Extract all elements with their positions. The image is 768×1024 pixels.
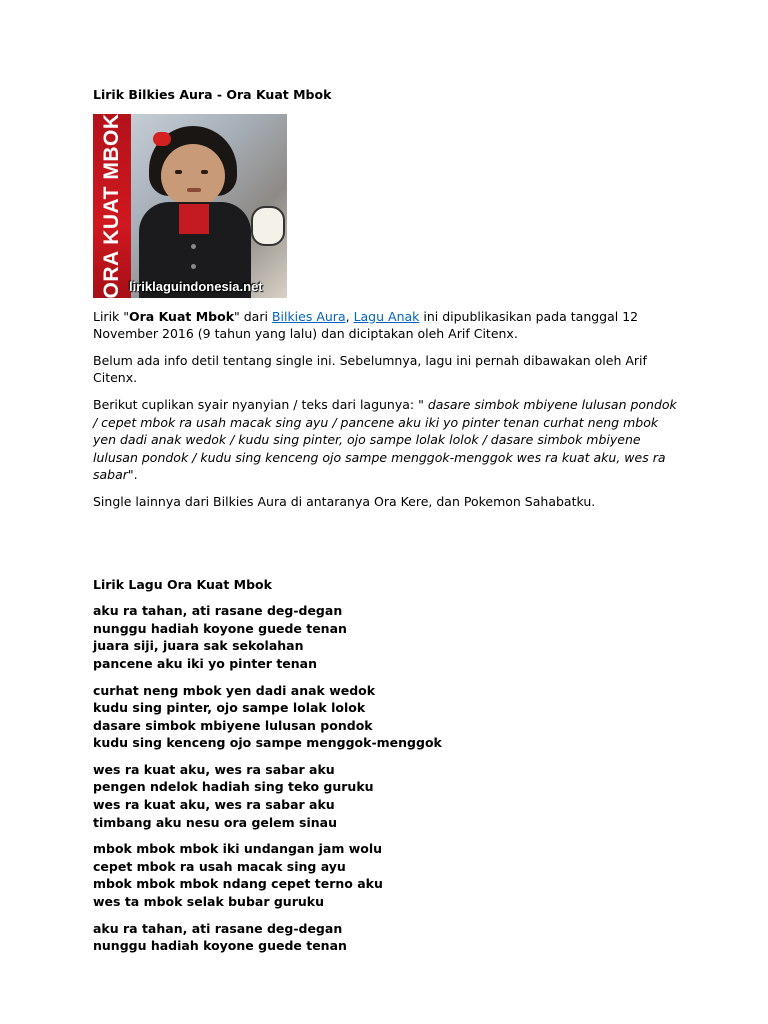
intro-text-2: " dari bbox=[234, 308, 272, 324]
other-singles-paragraph: Single lainnya dari Bilkies Aura di antaranya Ora Kere, dan Pokemon Sahabatku. bbox=[93, 493, 596, 509]
cover-watermark: liriklaguindonesia.net bbox=[129, 279, 263, 294]
lyric-line: juara siji, juara sak sekolahan bbox=[93, 638, 304, 654]
artist-link[interactable]: Bilkies Aura bbox=[271, 308, 346, 324]
lyric-line: wes ta mbok selak bubar guruku bbox=[93, 894, 324, 910]
document-page bbox=[93, 86, 683, 964]
lyrics-stanza bbox=[93, 602, 683, 672]
intro-text-1: Lirik " bbox=[93, 308, 130, 324]
intro-paragraph bbox=[93, 308, 683, 343]
lyric-line: wes ra kuat aku, wes ra sabar aku bbox=[93, 761, 335, 777]
lyric-line: mbok mbok mbok ndang cepet terno aku bbox=[93, 876, 383, 892]
spacer bbox=[93, 520, 683, 576]
excerpt-text: dasare simbok mbiyene lulusan pondok / cepet mbok ra usah macak sing ayu / pancene aku iki yo pinter tenan curhat neng mbok yen dadi anak wedok / kudu sing pinter, ojo sampe lolak lolok / dasare simbok mbiyene lulusan pondok / kudu sing kenceng ojo sampe menggok-menggok wes ra kuat aku, wes ra sabar bbox=[93, 396, 677, 483]
cover-mouth bbox=[187, 188, 201, 192]
cover-eye-right bbox=[201, 170, 208, 174]
lyric-line: aku ra tahan, ati rasane deg-degan bbox=[93, 603, 343, 619]
lyrics-stanza bbox=[93, 682, 683, 752]
cover-button bbox=[191, 264, 196, 269]
intro-text-4: ini dipublikasikan pada tanggal 12 November 2016 (9 tahun yang lalu) dan diciptakan oleh Arif Citenx. bbox=[93, 308, 639, 342]
cover-collar bbox=[179, 204, 209, 234]
lyric-line: aku ra tahan, ati rasane deg-degan bbox=[93, 920, 343, 936]
album-cover-image bbox=[93, 114, 287, 298]
lyrics-stanza bbox=[93, 840, 683, 910]
cover-button bbox=[191, 244, 196, 249]
lyric-line: timbang aku nesu ora gelem sinau bbox=[93, 814, 337, 830]
cover-bow bbox=[153, 132, 171, 146]
lyric-line: kudu sing kenceng ojo sampe menggok-menggok bbox=[93, 735, 442, 751]
lyric-line: pancene aku iki yo pinter tenan bbox=[93, 655, 318, 671]
cover-side-text: ORA KUAT MBOK bbox=[100, 113, 124, 298]
lyric-line: pengen ndelok hadiah sing teko guruku bbox=[93, 779, 374, 795]
page-title: Lirik Bilkies Aura - Ora Kuat Mbok bbox=[93, 87, 332, 102]
lyric-line: dasare simbok mbiyene lulusan pondok bbox=[93, 717, 373, 733]
lyrics-container bbox=[93, 602, 683, 955]
song-title: Ora Kuat Mbok bbox=[129, 308, 235, 324]
info-paragraph: Belum ada info detil tentang single ini. Sebelumnya, lagu ini pernah dibawakan oleh Arif Citenx. bbox=[93, 352, 647, 386]
cover-toy bbox=[251, 206, 285, 246]
cover-red-band bbox=[93, 114, 131, 298]
excerpt-paragraph bbox=[93, 396, 683, 484]
lyrics-heading: Lirik Lagu Ora Kuat Mbok bbox=[93, 576, 272, 592]
excerpt-close: ". bbox=[127, 467, 138, 483]
intro-text-3: , bbox=[345, 308, 354, 324]
lyric-line: nunggu hadiah koyone guede tenan bbox=[93, 938, 347, 954]
lyric-line: wes ra kuat aku, wes ra sabar aku bbox=[93, 797, 335, 813]
cover-eye-left bbox=[175, 170, 182, 174]
lyric-line: cepet mbok ra usah macak sing ayu bbox=[93, 858, 346, 874]
lyric-line: curhat neng mbok yen dadi anak wedok bbox=[93, 682, 376, 698]
genre-link[interactable]: Lagu Anak bbox=[353, 308, 420, 324]
cover-face bbox=[161, 144, 225, 206]
lyric-line: nunggu hadiah koyone guede tenan bbox=[93, 620, 347, 636]
excerpt-intro: Berikut cuplikan syair nyanyian / teks dari lagunya: " bbox=[93, 396, 428, 412]
lyric-line: mbok mbok mbok iki undangan jam wolu bbox=[93, 841, 383, 857]
lyrics-stanza bbox=[93, 761, 683, 831]
lyric-line: kudu sing pinter, ojo sampe lolak lolok bbox=[93, 700, 366, 716]
lyrics-stanza bbox=[93, 920, 683, 955]
